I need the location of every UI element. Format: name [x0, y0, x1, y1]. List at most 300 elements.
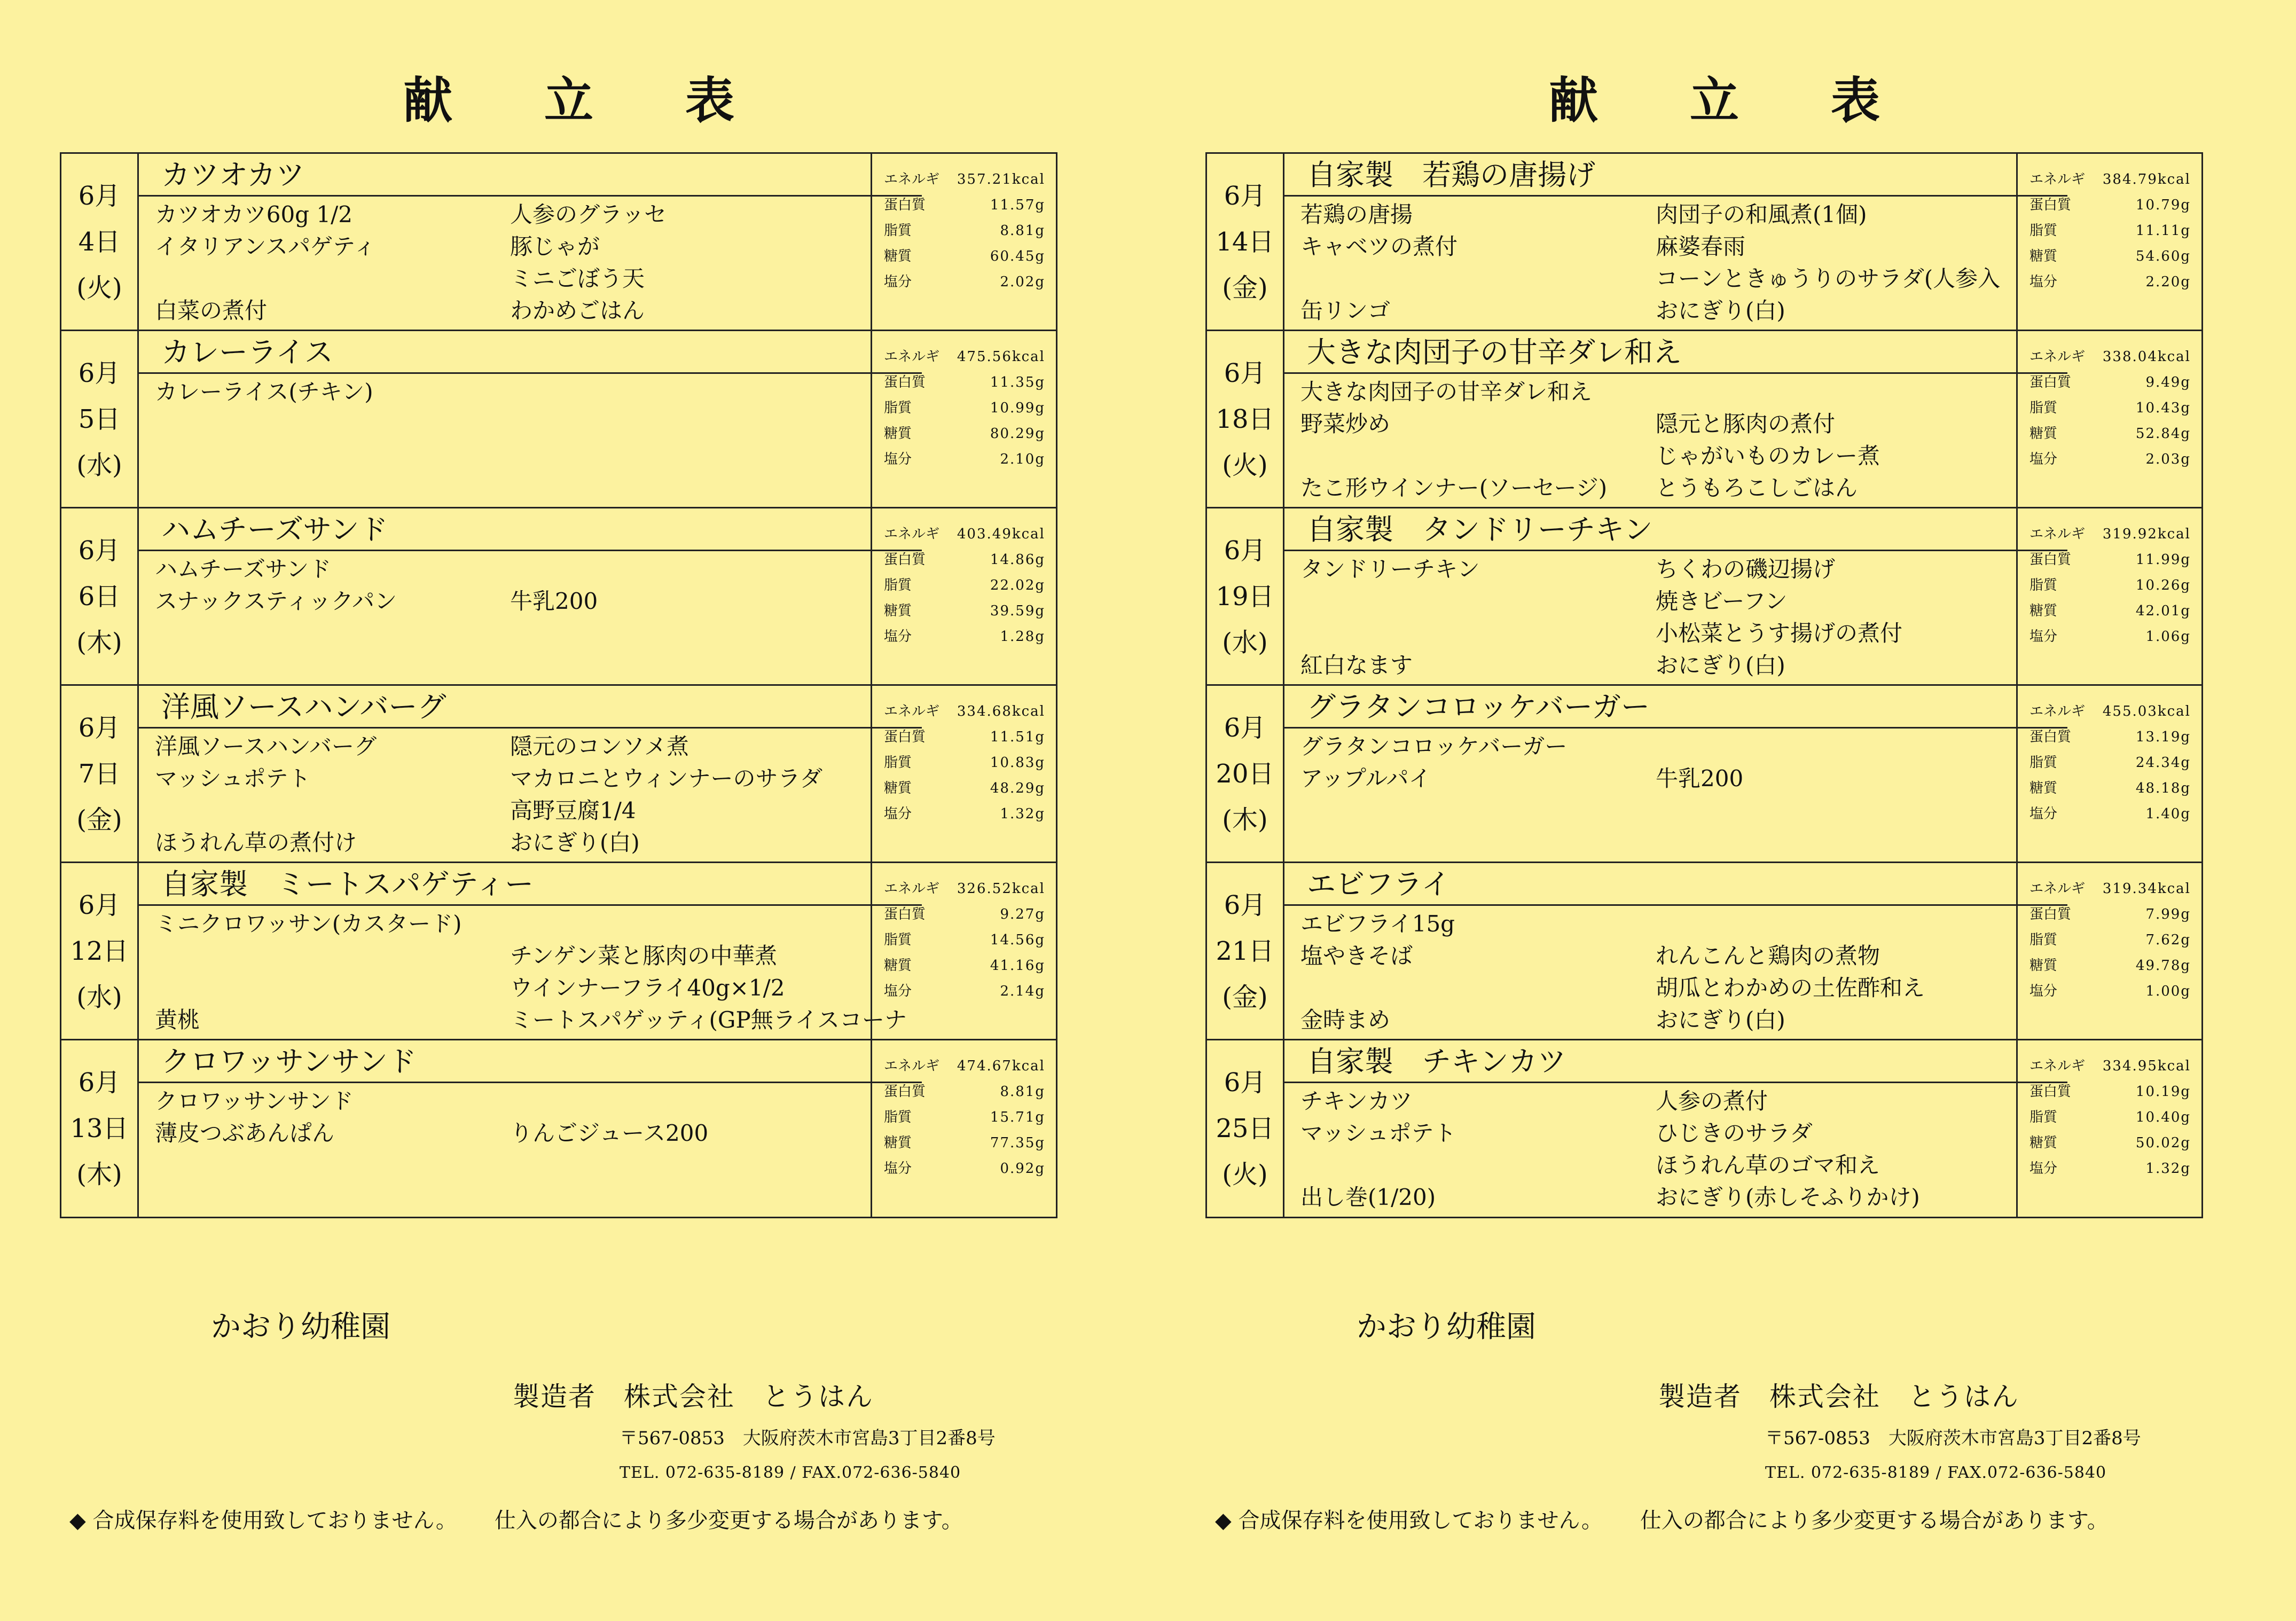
nutrition-label: 脂質 [2029, 932, 2058, 948]
nutrition-label: 脂質 [884, 1109, 912, 1125]
nutrition-label: 蛋白質 [884, 374, 926, 390]
main-dish: エビフライ [1284, 863, 2067, 906]
main-dish: 自家製 タンドリーチキン [1284, 508, 2067, 551]
main-dish: 自家製 若鶏の唐揚げ [1284, 154, 2067, 197]
dish-row [147, 763, 922, 795]
date-weekday: (水) [76, 982, 122, 1012]
nutrition-row [2029, 1130, 2191, 1156]
dish-item: キャベツの煮付 [1300, 233, 1458, 260]
dish-row [1292, 731, 2067, 763]
nutrition-label: 糖質 [2029, 1135, 2058, 1151]
maker-tel: TEL. 072-635-8189 / FAX.072-636-5840 [1765, 1463, 2107, 1482]
date-month: 6月 [78, 890, 121, 920]
dish-row [147, 731, 922, 763]
nutrition-value: 357.21kcal [957, 171, 1045, 187]
nutrition-value: 10.26g [2135, 577, 2191, 593]
nutrition-row [884, 573, 1045, 598]
nutrition-label: 蛋白質 [884, 197, 926, 213]
nutrition-label: 塩分 [884, 629, 912, 645]
nutrition-label: エネルギ [884, 171, 940, 187]
nutrition-label: 脂質 [884, 400, 912, 416]
nutrition-label: エネルギ [2029, 1058, 2086, 1074]
nutrition-label: 糖質 [2029, 248, 2058, 264]
nutrition-row [2029, 598, 2191, 624]
dish-item: エビフライ15g [1300, 911, 1455, 937]
dish-row [147, 1004, 922, 1036]
dish-row [147, 1181, 922, 1213]
date-day: 4日 [78, 226, 121, 257]
date-month: 6月 [78, 181, 121, 211]
nutrition-value: 1.40g [2145, 806, 2191, 822]
nutrition-value: 474.67kcal [957, 1058, 1045, 1074]
dish-row [147, 1149, 922, 1181]
nutrition-value: 334.95kcal [2102, 1058, 2191, 1074]
menu-panel-left [53, 0, 1175, 1621]
nutrition-label: エネルギ [2029, 881, 2086, 897]
nutrition-row [884, 776, 1045, 801]
menu-table [1205, 152, 2203, 1218]
dish-row [1292, 263, 2067, 295]
nutrition-box [2016, 1040, 2201, 1217]
main-dish: グラタンコロッケバーガー [1284, 686, 2067, 729]
dish-row [1292, 1181, 2067, 1213]
notice-preservatives: ◆ 合成保存料を使用致しておりません。 [1215, 1508, 1603, 1533]
main-dish: 自家製 ミートスパゲティー [139, 863, 922, 906]
nutrition-value: 11.51g [990, 729, 1045, 745]
nutrition-value: 10.83g [990, 755, 1045, 771]
nutrition-value: 41.16g [990, 958, 1045, 974]
nutrition-label: 糖質 [2029, 603, 2058, 619]
nutrition-box [2016, 331, 2201, 507]
nutrition-value: 2.03g [2145, 451, 2191, 467]
dish-item: グラタンコロッケバーガー [1300, 733, 1568, 759]
nutrition-row [884, 1053, 1045, 1079]
nutrition-label: 塩分 [884, 274, 912, 290]
date-weekday: (木) [1222, 804, 1268, 835]
dish-row [147, 649, 922, 682]
date-month: 6月 [1224, 712, 1266, 743]
nutrition-row [884, 1130, 1045, 1156]
dish-row [1292, 940, 2067, 972]
nutrition-row [884, 624, 1045, 649]
date-weekday: (金) [76, 804, 122, 835]
notice [1215, 1503, 2109, 1534]
dish-item: マッシュポテト [155, 765, 311, 792]
dish-row [1292, 231, 2067, 263]
menu-day-row [1207, 154, 2201, 331]
nutrition-value: 7.62g [2145, 932, 2191, 948]
dish-row [1292, 617, 2067, 649]
dish-item: イタリアンスパゲティ [155, 233, 376, 260]
dish-item: 小松菜とうす揚げの煮付 [1656, 620, 1903, 646]
date-month: 6月 [1224, 181, 1266, 211]
dish-item: ミニクロワッサン(カスタード) [155, 911, 462, 937]
nutrition-label: 脂質 [2029, 400, 2058, 416]
nutrition-label: 塩分 [884, 806, 912, 822]
nutrition-row [884, 192, 1045, 218]
date-month: 6月 [1224, 1068, 1266, 1098]
nutrition-label: 糖質 [2029, 958, 2058, 974]
dish-item: たこ形ウインナー(ソーセージ) [1300, 475, 1608, 501]
dish-item: ほうれん草のゴマ和え [1656, 1152, 1880, 1178]
nutrition-value: 42.01g [2135, 603, 2191, 619]
nutrition-value: 10.99g [990, 400, 1045, 416]
dish-item: マカロニとウィンナーのサラダ [510, 765, 823, 792]
maker-address: 〒567-0853 大阪府茨木市宮島3丁目2番8号 [1765, 1428, 2141, 1449]
notice-changes: 仕入の都合により多少変更する場合があります。 [494, 1508, 963, 1533]
nutrition-value: 11.35g [990, 374, 1045, 390]
dish-row [147, 795, 922, 827]
dish-item: 金時まめ [1300, 1007, 1391, 1033]
dish-item: おにぎり(赤しそふりかけ) [1656, 1184, 1920, 1210]
dish-item: 白菜の煮付 [155, 297, 268, 324]
dish-item: 野菜炒め [1300, 411, 1391, 437]
nutrition-value: 60.45g [990, 248, 1045, 264]
dish-row [147, 295, 922, 327]
nutrition-row [2029, 699, 2191, 724]
date-day: 20日 [1216, 758, 1274, 789]
nutrition-value: 10.79g [2135, 197, 2191, 213]
maker-address: 〒567-0853 大阪府茨木市宮島3丁目2番8号 [620, 1428, 996, 1449]
nutrition-row [884, 953, 1045, 978]
nutrition-value: 9.49g [2145, 374, 2191, 390]
nutrition-row [2029, 573, 2191, 598]
nutrition-row [2029, 927, 2191, 953]
nutrition-label: 蛋白質 [2029, 729, 2072, 745]
side-dishes [139, 1083, 922, 1218]
dish-item: おにぎり(白) [1656, 1007, 1785, 1033]
side-dishes [139, 551, 922, 686]
nutrition-label: 脂質 [2029, 755, 2058, 771]
nutrition-value: 2.20g [2145, 274, 2191, 290]
date-month: 6月 [78, 535, 121, 566]
nutrition-row [884, 927, 1045, 953]
nutrition-label: 塩分 [884, 1161, 912, 1177]
dish-item: 人参のグラッセ [510, 201, 667, 228]
dish-row [1292, 376, 2067, 408]
nutrition-value: 1.06g [2145, 629, 2191, 645]
main-dish: 自家製 チキンカツ [1284, 1040, 2067, 1083]
dish-item: れんこんと鶏肉の煮物 [1656, 943, 1880, 969]
dish-item: おにぎり(白) [510, 829, 640, 856]
dish-row [147, 231, 922, 263]
date-weekday: (水) [76, 450, 122, 480]
date-day: 5日 [78, 404, 121, 434]
dish-item: カツオカツ60g 1/2 [155, 201, 353, 228]
dish-item: コーンときゅうりのサラダ(人参入 [1656, 265, 2001, 292]
date-weekday: (火) [1222, 1160, 1268, 1189]
date-month: 6月 [78, 712, 121, 743]
date-cell [61, 686, 139, 862]
date-weekday: (金) [1222, 982, 1268, 1012]
dish-item: 豚じゃが [510, 233, 600, 260]
dish-item: ちくわの磯辺揚げ [1656, 556, 1836, 582]
nutrition-box [2016, 154, 2201, 330]
dish-item: 麻婆春雨 [1656, 233, 1746, 260]
nutrition-box [871, 508, 1056, 684]
nutrition-label: 塩分 [2029, 274, 2058, 290]
dish-row [147, 199, 922, 231]
nutrition-label: 蛋白質 [884, 906, 926, 922]
date-cell [1207, 331, 1284, 507]
date-month: 6月 [1224, 535, 1266, 566]
nutrition-value: 2.14g [1000, 983, 1045, 999]
dish-item: わかめごはん [510, 297, 645, 324]
menu-day-row [61, 686, 1056, 863]
date-day: 19日 [1216, 581, 1274, 612]
dish-row [1292, 1004, 2067, 1036]
nutrition-value: 48.29g [990, 780, 1045, 796]
dish-row [1292, 408, 2067, 440]
dish-item: とうもろこしごはん [1656, 475, 1858, 501]
dish-item: おにぎり(白) [1656, 652, 1785, 678]
dish-item: チキンカツ [1300, 1088, 1413, 1114]
dish-item: ひじきのサラダ [1656, 1120, 1813, 1146]
dish-item: 出し巻(1/20) [1300, 1184, 1436, 1210]
nutrition-row [2029, 776, 2191, 801]
dish-item: マッシュポテト [1300, 1120, 1456, 1146]
nutrition-box [871, 154, 1056, 330]
nutrition-label: 蛋白質 [2029, 1084, 2072, 1100]
nutrition-value: 11.57g [990, 197, 1045, 213]
main-dish: 洋風ソースハンバーグ [139, 686, 922, 729]
nutrition-row [884, 521, 1045, 547]
nutrition-label: 糖質 [884, 1135, 912, 1151]
dish-item: 焼きビーフン [1656, 588, 1788, 614]
dish-item: りんごジュース200 [510, 1120, 709, 1146]
nutrition-value: 2.02g [1000, 274, 1045, 290]
dish-row [147, 408, 922, 440]
date-day: 18日 [1216, 404, 1274, 434]
nutrition-label: 脂質 [884, 932, 912, 948]
nutrition-value: 52.84g [2135, 426, 2191, 442]
dish-item: ミニごぼう天 [510, 265, 645, 292]
nutrition-label: 塩分 [884, 983, 912, 999]
dish-row [1292, 585, 2067, 617]
dish-item: 隠元のコンソメ煮 [510, 733, 689, 759]
nutrition-value: 319.92kcal [2102, 526, 2191, 542]
menu-day-row [1207, 686, 2201, 863]
dish-item: おにぎり(白) [1656, 297, 1785, 324]
nutrition-label: エネルギ [884, 703, 940, 719]
nutrition-value: 50.02g [2135, 1135, 2191, 1151]
nutrition-value: 49.78g [2135, 958, 2191, 974]
nutrition-box [2016, 508, 2201, 684]
nutrition-row [884, 218, 1045, 244]
menu-day-row [61, 508, 1056, 686]
date-month: 6月 [1224, 358, 1266, 388]
nutrition-row [2029, 370, 2191, 395]
nutrition-row [884, 598, 1045, 624]
menu-day-row [61, 154, 1056, 331]
nutrition-value: 475.56kcal [957, 349, 1045, 365]
nutrition-value: 338.04kcal [2102, 349, 2191, 365]
nutrition-value: 0.92g [1000, 1161, 1045, 1177]
nutrition-label: 糖質 [884, 958, 912, 974]
dish-row [1292, 1149, 2067, 1181]
dish-row [1292, 472, 2067, 504]
dish-row [1292, 763, 2067, 795]
nutrition-box [871, 686, 1056, 862]
nutrition-value: 11.99g [2135, 552, 2191, 568]
dish-row [147, 908, 922, 940]
side-dishes [1284, 729, 2067, 863]
nutrition-box [871, 331, 1056, 507]
kindergarten-name: かおり幼稚園 [1357, 1310, 1536, 1344]
nutrition-row [2029, 724, 2191, 750]
nutrition-label: 蛋白質 [884, 1084, 926, 1100]
page-title: 献 立 表 [403, 72, 772, 129]
nutrition-value: 14.56g [990, 932, 1045, 948]
kindergarten-name: かおり幼稚園 [211, 1310, 390, 1344]
date-cell [1207, 863, 1284, 1039]
dish-row [147, 617, 922, 649]
dish-item: 缶リンゴ [1300, 297, 1391, 324]
nutrition-value: 2.10g [1000, 451, 1045, 467]
date-weekday: (火) [76, 272, 122, 303]
side-dishes [139, 729, 922, 863]
nutrition-row [884, 447, 1045, 472]
nutrition-label: エネルギ [2029, 703, 2086, 719]
nutrition-row [2029, 953, 2191, 978]
dish-item: 人参の煮付 [1656, 1088, 1768, 1114]
dish-row [147, 585, 922, 617]
dish-item: クロワッサンサンド [155, 1088, 354, 1114]
nutrition-label: 糖質 [884, 248, 912, 264]
dish-row [1292, 827, 2067, 859]
nutrition-row [2029, 521, 2191, 547]
nutrition-row [2029, 801, 2191, 827]
dish-item: 大きな肉団子の甘辛ダレ和え [1300, 379, 1593, 405]
nutrition-row [884, 724, 1045, 750]
nutrition-value: 1.32g [1000, 806, 1045, 822]
nutrition-label: エネルギ [2029, 171, 2086, 187]
nutrition-label: 蛋白質 [2029, 906, 2072, 922]
side-dishes [139, 374, 922, 508]
nutrition-row [884, 1156, 1045, 1181]
nutrition-label: 脂質 [2029, 1109, 2058, 1125]
notice-preservatives: ◆ 合成保存料を使用致しておりません。 [69, 1508, 457, 1533]
nutrition-label: 脂質 [2029, 223, 2058, 239]
dish-item: 洋風ソースハンバーグ [155, 733, 377, 759]
date-day: 6日 [78, 581, 121, 612]
nutrition-value: 334.68kcal [957, 703, 1045, 719]
nutrition-label: エネルギ [884, 349, 940, 365]
nutrition-row [2029, 547, 2191, 573]
dish-row [1292, 199, 2067, 231]
date-cell [1207, 1040, 1284, 1217]
date-weekday: (金) [1222, 272, 1268, 303]
nutrition-label: 蛋白質 [884, 552, 926, 568]
nutrition-label: 蛋白質 [2029, 374, 2072, 390]
dish-item: じゃがいものカレー煮 [1656, 443, 1880, 469]
nutrition-row [884, 876, 1045, 902]
nutrition-box [871, 1040, 1056, 1217]
date-day: 25日 [1216, 1114, 1274, 1144]
menu-day-row [61, 1040, 1056, 1217]
date-weekday: (木) [76, 627, 122, 657]
dish-item: ウインナーフライ40g×1/2 [510, 975, 785, 1001]
dish-item: 高野豆腐1/4 [510, 797, 636, 824]
nutrition-row [2029, 978, 2191, 1004]
nutrition-row [884, 395, 1045, 421]
side-dishes [1284, 1083, 2067, 1218]
nutrition-label: 蛋白質 [2029, 552, 2072, 568]
menu-panel-right [1199, 0, 2296, 1621]
nutrition-label: 塩分 [884, 451, 912, 467]
nutrition-value: 10.40g [2135, 1109, 2191, 1125]
menu-day-row [1207, 331, 2201, 508]
nutrition-value: 80.29g [990, 426, 1045, 442]
nutrition-row [884, 370, 1045, 395]
notice [69, 1503, 963, 1534]
nutrition-row [2029, 876, 2191, 902]
dish-row [1292, 1117, 2067, 1149]
nutrition-label: 塩分 [2029, 629, 2058, 645]
nutrition-row [884, 1105, 1045, 1130]
nutrition-row [884, 421, 1045, 447]
nutrition-value: 384.79kcal [2102, 171, 2191, 187]
nutrition-value: 11.11g [2135, 223, 2191, 239]
nutrition-row [884, 547, 1045, 573]
maker-name: 製造者 株式会社 とうはん [513, 1381, 874, 1412]
dish-row [147, 263, 922, 295]
nutrition-label: 糖質 [2029, 426, 2058, 442]
nutrition-value: 7.99g [2145, 906, 2191, 922]
dish-row [147, 1085, 922, 1117]
nutrition-row [2029, 1053, 2191, 1079]
nutrition-label: 糖質 [884, 426, 912, 442]
nutrition-value: 15.71g [990, 1109, 1045, 1125]
nutrition-row [884, 699, 1045, 724]
nutrition-label: エネルギ [884, 1058, 940, 1074]
dish-item: 隠元と豚肉の煮付 [1656, 411, 1836, 437]
main-dish: 大きな肉団子の甘辛ダレ和え [1284, 331, 2067, 374]
side-dishes [1284, 906, 2067, 1040]
nutrition-value: 403.49kcal [957, 526, 1045, 542]
date-weekday: (水) [1222, 627, 1268, 657]
date-month: 6月 [78, 358, 121, 388]
dish-item: 肉団子の和風煮(1個) [1656, 201, 1867, 228]
nutrition-label: 脂質 [884, 577, 912, 593]
main-dish: ハムチーズサンド [139, 508, 922, 551]
nutrition-value: 319.34kcal [2102, 881, 2191, 897]
date-month: 6月 [1224, 890, 1266, 920]
nutrition-row [884, 1079, 1045, 1105]
dish-row [147, 472, 922, 504]
nutrition-label: 蛋白質 [2029, 197, 2072, 213]
side-dishes [1284, 197, 2067, 331]
date-cell [61, 331, 139, 507]
dish-row [1292, 795, 2067, 827]
dish-row [1292, 553, 2067, 585]
nutrition-value: 326.52kcal [957, 881, 1045, 897]
dish-row [147, 827, 922, 859]
dish-item: ミートスパゲッティ(GP無ライスコーナ [510, 1007, 907, 1033]
date-month: 6月 [78, 1068, 121, 1098]
dish-row [147, 440, 922, 472]
main-dish: クロワッサンサンド [139, 1040, 922, 1083]
nutrition-row [2029, 1079, 2191, 1105]
menu-day-row [1207, 863, 2201, 1040]
dish-row [147, 1117, 922, 1149]
menu-table [60, 152, 1057, 1218]
page-title: 献 立 表 [1548, 72, 1918, 129]
menu-day-row [1207, 1040, 2201, 1217]
dish-row [147, 553, 922, 585]
nutrition-row [884, 801, 1045, 827]
dish-row [147, 376, 922, 408]
